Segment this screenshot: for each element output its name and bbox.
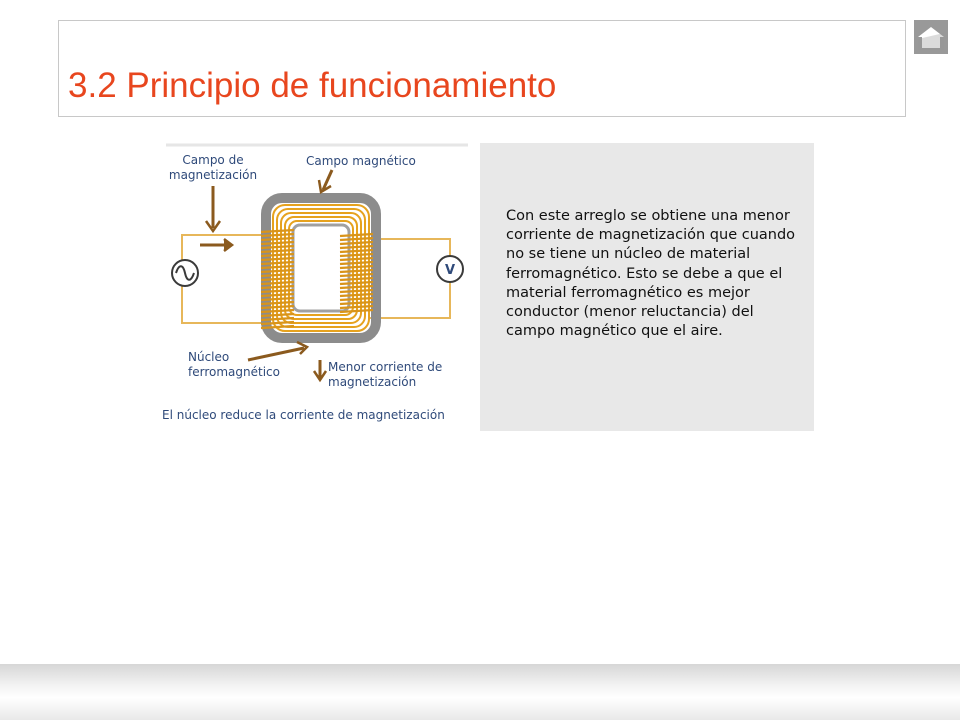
ac-source-icon bbox=[172, 260, 198, 286]
label-magnetizing-field: Campo de magnetización bbox=[168, 153, 258, 182]
label-core: Núcleo ferromagnético bbox=[188, 350, 280, 379]
explanation-text: Con este arreglo se obtiene una menor corriente de magnetización que cuando no se tiene un núcleo de material ferromagnético. Esto se debe a que el material ferromagnético es mejor conductor (menor reluctancia) del campo magnético que el aire. bbox=[506, 208, 796, 340]
label-magnetic-field: Campo magnético bbox=[306, 154, 416, 168]
explanation-box bbox=[480, 143, 814, 431]
home-icon bbox=[914, 20, 948, 54]
diagram-caption: El núcleo reduce la corriente de magnetización bbox=[162, 408, 445, 422]
footer-bar bbox=[0, 664, 960, 720]
voltmeter-symbol: V bbox=[444, 263, 456, 278]
ferromagnetic-core bbox=[266, 198, 376, 338]
page-title: 3.2 Principio de funcionamiento bbox=[68, 66, 557, 105]
label-lower-current: Menor corriente de magnetización bbox=[328, 360, 443, 389]
transformer-diagram bbox=[160, 142, 480, 432]
voltmeter-icon bbox=[437, 256, 463, 282]
home-button[interactable] bbox=[914, 20, 948, 54]
